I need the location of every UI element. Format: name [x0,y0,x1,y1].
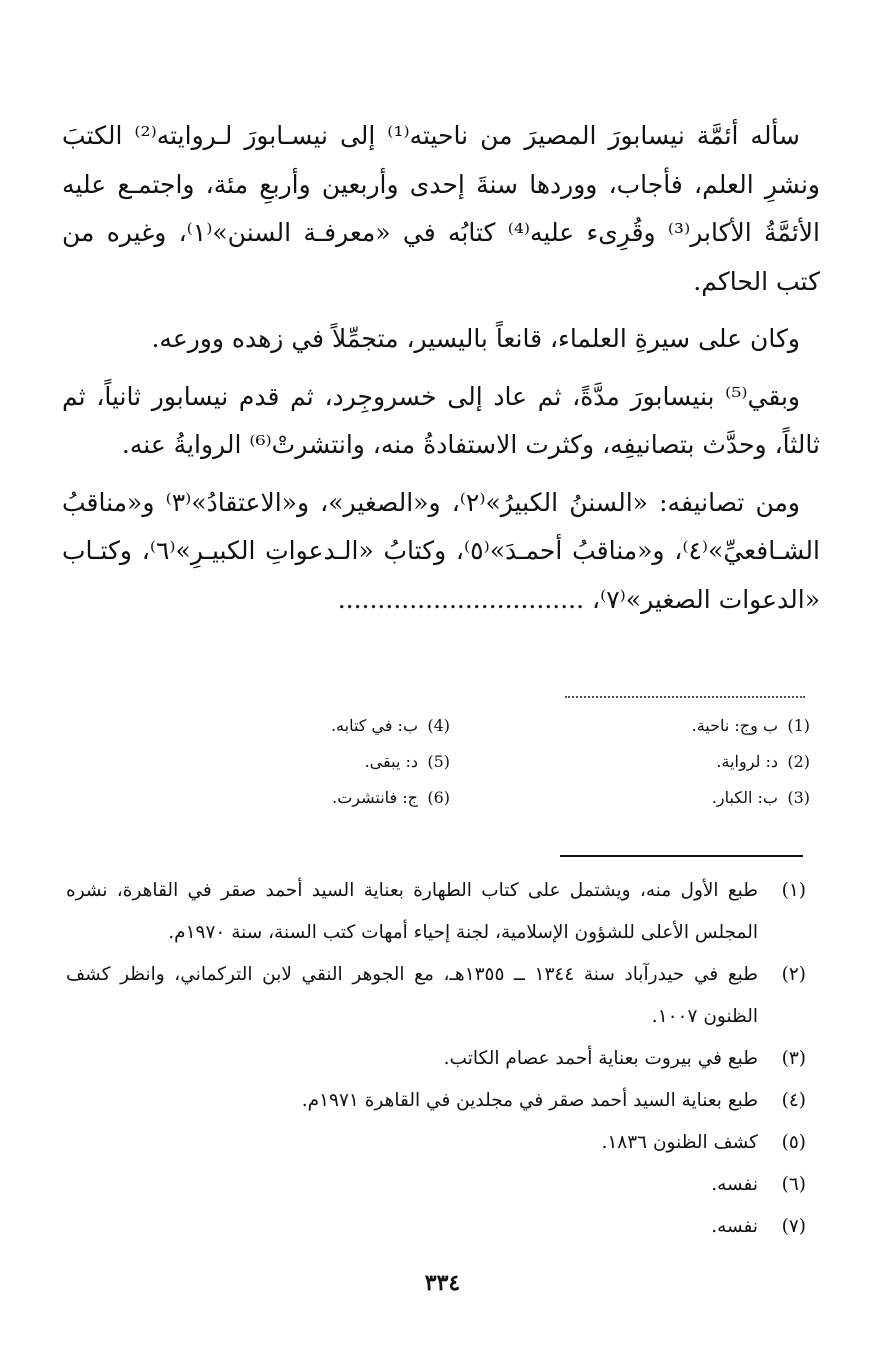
footnote-text: نفسه. [711,1216,758,1237]
variant-number: (5) [427,752,450,771]
variant-text: ب: الكبار. [711,788,778,807]
variant-item [150,708,450,744]
footnote [66,954,806,1038]
footnote-number: (٥) [781,1132,806,1153]
variant-item [150,744,450,780]
footnote-text: طبع الأول منه، ويشتمل على كتاب الطهارة بعناية السيد أحمد صقر في القاهرة، نشره المجلس الأعلى للشؤون الإسلامية، لجنة إحياء أمهات كتب السنة، سنة ١٩٧٠م. [66,880,758,943]
variant-number: (4) [427,716,450,735]
footnote-text: طبع بعناية السيد أحمد صقر في مجلدين في القاهرة ١٩٧١م. [301,1090,758,1111]
footnote-rule [560,855,803,857]
variant-text: د: يبقى. [364,752,418,771]
footnotes [66,870,806,1248]
ellipsis-dots: ............................... [337,584,585,614]
variant-readings [150,708,810,816]
variant-row [150,744,810,780]
footnote [66,870,806,954]
paragraph-3: وبقي⁽⁵⁾ بنيسابورَ مدَّةً، ثم عاد إلى خسروجِرد، ثم قدم نيسابور ثانياً، ثم ثالثاً، وحدَّث بتصانيفِه، وكثرت الاستفادةُ منه، وانتشرتْ⁽⁶⁾ الروايةُ عنه. [62,381,820,459]
variant-number: (2) [787,752,810,771]
paragraph-2: وكان على سيرةِ العلماء، قانعاً باليسير، متجمِّلاً في زهده وورعه. [151,324,800,353]
footnote-number: (٦) [781,1174,806,1195]
variant-item [510,708,810,744]
footnote-number: (١) [781,880,806,901]
footnote [66,1122,806,1164]
paragraph-4-text: «السننُ الكبيرُ»⁽٢⁾، و«الصغير»، و«الاعتقادُ»⁽٣⁾ و«مناقبُ الشـافعيِّ»⁽٤⁾، و«مناقبُ أحمـدَ»⁽٥⁾، وكتابُ «الـدعواتِ الكبيـرِ»⁽٦⁾، وكتـاب «الدعوات الصغير»⁽٧⁾، [62,487,820,614]
variant-number: (1) [787,716,810,735]
paragraph-1: سأله أئمَّة نيسابورَ المصيرَ من ناحيته⁽¹⁾ إلى نيسـابورَ لـروايته⁽²⁾ الكتبَ ونشرِ العلم، فأجاب، ووردها سنةَ إحدى وأربعين وأربعِ مئة، واجتمـع عليه الأئمَّةُ الأكابر⁽³⁾ وقُرِىء عليه⁽⁴⁾ كتابُه في «معرفـة السنن»⁽١⁾، وغيره من كتب الحاكم. [62,121,820,296]
variant-text: د: لرواية. [716,752,778,771]
main-text [62,112,820,633]
footnote-number: (٧) [781,1216,806,1237]
footnote [66,1038,806,1080]
page-number: ٣٣٤ [424,1270,461,1296]
variants-separator [565,686,805,698]
footnote-text: طبع في حيدرآباد سنة ١٣٤٤ ــ ١٣٥٥هـ، مع الجوهر النقي لابن التركماني، وانظر كشف الظنون ١٠٠٧. [66,964,758,1027]
variant-text: ب وج: ناحية. [691,716,778,735]
footnote [66,1080,806,1122]
footnote-text: طبع في بيروت بعناية أحمد عصام الكاتب. [443,1048,758,1069]
variant-row [150,708,810,744]
variant-item [150,780,450,816]
variant-number: (3) [787,788,810,807]
footnote-number: (٤) [781,1090,806,1111]
footnote [66,1206,806,1248]
variant-item [510,744,810,780]
footnote-text: نفسه. [711,1174,758,1195]
paragraph-4-lead: ومن تصانيفه: [659,487,801,517]
footnote-text: كشف الظنون ١٨٣٦. [601,1132,758,1153]
footnote-number: (٢) [781,964,806,985]
variant-row [150,780,810,816]
variant-item [510,780,810,816]
footnote-number: (٣) [781,1048,806,1069]
variant-text: ب: في كتابه. [330,716,418,735]
variant-text: ج: فانتشرت. [332,788,418,807]
variant-number: (6) [427,788,450,807]
footnote [66,1164,806,1206]
paragraph-4 [62,479,820,625]
